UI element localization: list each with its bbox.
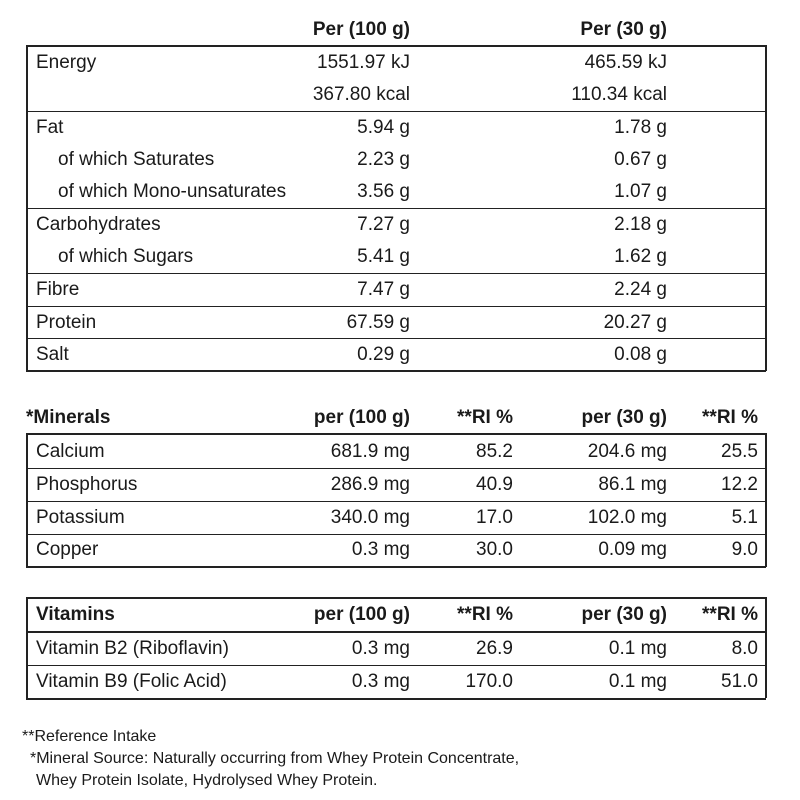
value-per-100g: 7.47 g bbox=[357, 279, 410, 300]
value-per-100g: 5.41 g bbox=[357, 246, 410, 267]
mineral-label: Copper bbox=[36, 539, 99, 560]
value-per-30g: 0.67 g bbox=[614, 149, 667, 170]
vitamins-per-30g-header: per (30 g) bbox=[581, 604, 667, 625]
table-row bbox=[0, 47, 800, 79]
vitamins-title: Vitamins bbox=[36, 604, 115, 625]
table-row bbox=[0, 79, 800, 111]
vitamin-ri-30g: 8.0 bbox=[731, 638, 758, 659]
mineral-ri-30g: 12.2 bbox=[721, 474, 758, 495]
value-per-100g: 5.94 g bbox=[357, 117, 410, 138]
vitamins-bottom-rule bbox=[26, 698, 766, 700]
mineral-ri-30g: 9.0 bbox=[731, 539, 758, 560]
value-per-30g: 110.34 kcal bbox=[571, 84, 667, 105]
mineral-per-30g: 204.6 mg bbox=[587, 441, 667, 462]
mineral-per-100g: 0.3 mg bbox=[351, 539, 410, 560]
value-per-30g: 1.62 g bbox=[614, 246, 667, 267]
table-row bbox=[0, 436, 800, 468]
minerals-header-row bbox=[0, 402, 800, 434]
value-per-100g: 7.27 g bbox=[357, 214, 410, 235]
value-per-30g: 1.07 g bbox=[614, 181, 667, 202]
vitamin-label: Vitamin B9 (Folic Acid) bbox=[36, 671, 227, 692]
value-per-30g: 465.59 kJ bbox=[584, 52, 667, 73]
vitamin-ri-100g: 170.0 bbox=[465, 671, 513, 692]
mineral-label: Potassium bbox=[36, 507, 125, 528]
table-row bbox=[0, 176, 800, 208]
value-per-30g: 0.08 g bbox=[614, 344, 667, 365]
nutrient-label: Fat bbox=[36, 117, 64, 138]
vitamins-per-100g-header: per (100 g) bbox=[313, 604, 410, 625]
mineral-ri-30g: 5.1 bbox=[731, 507, 758, 528]
nutrient-label: Protein bbox=[36, 312, 97, 333]
table-row bbox=[0, 633, 800, 665]
nutrient-label: Energy bbox=[36, 52, 97, 73]
mineral-ri-100g: 30.0 bbox=[476, 539, 513, 560]
mineral-ri-30g: 25.5 bbox=[721, 441, 758, 462]
value-per-100g: 0.29 g bbox=[357, 344, 410, 365]
table-row bbox=[0, 307, 800, 339]
mineral-ri-100g: 17.0 bbox=[476, 507, 513, 528]
table-row bbox=[0, 469, 800, 501]
table-row bbox=[0, 241, 800, 273]
value-per-100g: 367.80 kcal bbox=[312, 84, 410, 105]
minerals-per-100g-header: per (100 g) bbox=[313, 407, 410, 428]
table-row bbox=[0, 502, 800, 534]
minerals-top-rule bbox=[26, 433, 766, 435]
minerals-ri-100g-header: **RI % bbox=[457, 407, 513, 428]
table-row bbox=[0, 209, 800, 241]
table-row bbox=[0, 274, 800, 306]
value-per-30g: 2.18 g bbox=[614, 214, 667, 235]
minerals-ri-30g-header: **RI % bbox=[702, 407, 758, 428]
mineral-per-100g: 681.9 mg bbox=[330, 441, 410, 462]
nutrient-label: Fibre bbox=[36, 279, 80, 300]
nutrition-bottom-rule bbox=[26, 370, 766, 372]
mineral-source-note: *Mineral Source: Naturally occurring from Whey Protein Concentrate, bbox=[30, 750, 520, 767]
table-row bbox=[0, 112, 800, 144]
minerals-per-30g-header: per (30 g) bbox=[581, 407, 667, 428]
value-per-30g: 1.78 g bbox=[614, 117, 667, 138]
mineral-ri-100g: 85.2 bbox=[476, 441, 513, 462]
value-per-100g: 1551.97 kJ bbox=[317, 52, 410, 73]
vitamin-ri-100g: 26.9 bbox=[476, 638, 513, 659]
vitamin-ri-30g: 51.0 bbox=[721, 671, 758, 692]
value-per-100g: 3.56 g bbox=[357, 181, 410, 202]
mineral-source-note-continued: Whey Protein Isolate, Hydrolysed Whey Protein. bbox=[36, 772, 378, 789]
table-row bbox=[0, 666, 800, 698]
mineral-per-100g: 286.9 mg bbox=[330, 474, 410, 495]
nutrient-label: of which Mono-unsaturates bbox=[58, 181, 287, 202]
reference-intake-note: **Reference Intake bbox=[22, 728, 157, 745]
table-row bbox=[0, 534, 800, 566]
table-row bbox=[0, 339, 800, 371]
value-per-100g: 67.59 g bbox=[346, 312, 410, 333]
mineral-ri-100g: 40.9 bbox=[476, 474, 513, 495]
vitamins-ri-30g-header: **RI % bbox=[702, 604, 758, 625]
mineral-per-30g: 86.1 mg bbox=[598, 474, 667, 495]
nutrient-label: Salt bbox=[36, 344, 69, 365]
vitamin-per-100g: 0.3 mg bbox=[351, 638, 410, 659]
value-per-30g: 20.27 g bbox=[603, 312, 667, 333]
vitamin-per-30g: 0.1 mg bbox=[608, 638, 667, 659]
vitamin-label: Vitamin B2 (Riboflavin) bbox=[36, 638, 229, 659]
mineral-label: Calcium bbox=[36, 441, 105, 462]
nutrition-header-row bbox=[0, 14, 800, 46]
per-100g-header: Per (100 g) bbox=[312, 19, 410, 40]
mineral-per-30g: 0.09 mg bbox=[598, 539, 667, 560]
mineral-per-30g: 102.0 mg bbox=[587, 507, 667, 528]
mineral-per-100g: 340.0 mg bbox=[330, 507, 410, 528]
minerals-bottom-rule bbox=[26, 566, 766, 568]
table-row bbox=[0, 144, 800, 176]
minerals-title: *Minerals bbox=[26, 407, 111, 428]
value-per-30g: 2.24 g bbox=[614, 279, 667, 300]
vitamin-per-100g: 0.3 mg bbox=[351, 671, 410, 692]
nutrient-label: Carbohydrates bbox=[36, 214, 161, 235]
vitamins-header-row bbox=[0, 599, 800, 631]
vitamins-ri-100g-header: **RI % bbox=[457, 604, 513, 625]
mineral-label: Phosphorus bbox=[36, 474, 138, 495]
nutrient-label: of which Sugars bbox=[58, 246, 194, 267]
per-30g-header: Per (30 g) bbox=[580, 19, 667, 40]
nutrient-label: of which Saturates bbox=[58, 149, 215, 170]
vitamin-per-30g: 0.1 mg bbox=[608, 671, 667, 692]
value-per-100g: 2.23 g bbox=[357, 149, 410, 170]
